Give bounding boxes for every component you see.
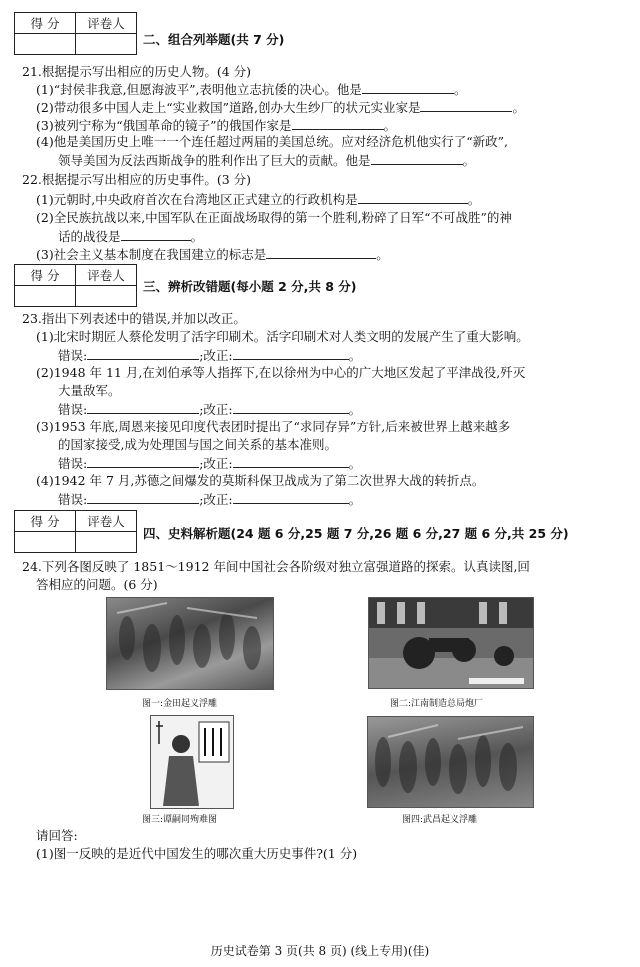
q21-item-1: (1)“封侯非我意,但愿海波平”,表明他立志抗倭的决心。他是 。	[36, 82, 467, 97]
q22-item-3: (3)社会主义基本制度在我国建立的标志是 。	[36, 247, 389, 262]
q21-item-4a: (4)他是美国历史上唯一一个连任超过两届的美国总统。应对经济危机他实行了“新政”,	[36, 134, 508, 149]
section4-title: 四、史料解析题(24 题 6 分,25 题 7 分,26 题 6 分,27 题 6 分,共 25 分)	[143, 526, 569, 541]
q23-item-4: (4)1942 年 7 月,苏德之间爆发的莫斯科保卫战成为了第二次世界大战的转折点。	[36, 473, 485, 488]
grader-label: 评卷人	[76, 511, 137, 532]
caption-1: 图一:金田起义浮雕	[142, 699, 218, 709]
tan-sitong-illustration	[151, 716, 233, 808]
q23-item-3b: 的国家接受,成为处理国与国之间关系的基本准则。	[58, 437, 337, 452]
q24-stem-1: 24.下列各图反映了 1851～1912 年间中国社会各阶级对独立富强道路的探索。认真读图,回	[22, 559, 530, 574]
score-cell[interactable]	[15, 532, 76, 553]
q24-ask: 请回答:	[36, 828, 78, 843]
q23-item-3a: (3)1953 年底,周恩来接见印度代表团时提出了“求同存异”方针,后来被世界上越来越多	[36, 419, 511, 434]
q24-stem-2: 答相应的问题。(6 分)	[36, 577, 158, 592]
factory-interior-image	[369, 598, 533, 688]
q23-item-2a: (2)1948 年 11 月,在刘伯承等人指挥下,在以徐州为中心的广大地区发起了平津战役,歼灭	[36, 365, 526, 380]
q23-stem: 23.指出下列表述中的错误,并加以改正。	[22, 311, 246, 326]
q24-sub1: (1)图一反映的是近代中国发生的哪次重大历史事件?(1 分)	[36, 846, 358, 861]
picture-jiangnan-factory	[368, 597, 534, 689]
picture-jintian-relief	[106, 597, 274, 690]
score-box-section3	[14, 264, 137, 307]
grader-cell[interactable]	[76, 532, 137, 553]
grader-label: 评卷人	[76, 13, 137, 34]
score-label: 得 分	[15, 511, 76, 532]
score-cell[interactable]	[15, 286, 76, 307]
score-cell[interactable]	[15, 34, 76, 55]
q22-item-2a: (2)全民族抗战以来,中国军队在正面战场取得的第一个胜利,粉碎了日军“不可战胜”的神	[36, 210, 512, 225]
q21-item-4b: 领导美国为反法西斯战争的胜利作出了巨大的贡献。他是 。	[58, 153, 476, 168]
q21-item-2: (2)带动很多中国人走上“实业救国”道路,创办大生纱厂的状元实业家是 。	[36, 100, 525, 115]
q21-item-3: (3)被列宁称为“俄国革命的镜子”的俄国作家是 。	[36, 118, 397, 133]
caption-2: 图二:江南制造总局炮厂	[390, 699, 484, 709]
score-label: 得 分	[15, 265, 76, 286]
grader-label: 评卷人	[76, 265, 137, 286]
wuchang-relief-image	[368, 717, 533, 807]
grader-cell[interactable]	[76, 34, 137, 55]
page-footer: 历史试卷第 3 页(共 8 页) (线上专用)(佳)	[210, 944, 430, 958]
q21-stem: 21.根据提示写出相应的历史人物。(4 分)	[22, 64, 252, 79]
q23-answer-3: 错误: ;改正: 。	[58, 456, 362, 471]
q23-answer-2: 错误: ;改正: 。	[58, 402, 362, 417]
relief-figures-image	[107, 598, 273, 689]
picture-tan-sitong	[150, 715, 234, 809]
q23-item-2b: 大量敌军。	[58, 383, 121, 398]
grader-cell[interactable]	[76, 286, 137, 307]
caption-4: 图四:武昌起义浮雕	[402, 815, 478, 825]
score-box-section4	[14, 510, 137, 553]
q23-answer-4: 错误: ;改正: 。	[58, 492, 362, 507]
score-box-section2	[14, 12, 137, 55]
q23-answer-1: 错误: ;改正: 。	[58, 348, 362, 363]
caption-3: 图三:谭嗣同殉难图	[142, 815, 218, 825]
section2-title: 二、组合列举题(共 7 分)	[143, 32, 285, 47]
picture-wuchang-relief	[367, 716, 534, 808]
q22-item-2b: 话的战役是 。	[58, 229, 204, 244]
score-label: 得 分	[15, 13, 76, 34]
q22-item-1: (1)元朝时,中央政府首次在台湾地区正式建立的行政机构是 。	[36, 192, 481, 207]
q22-stem: 22.根据提示写出相应的历史事件。(3 分)	[22, 172, 252, 187]
q23-item-1: (1)北宋时期匠人蔡伦发明了活字印刷术。活字印刷术对人类文明的发展产生了重大影响。	[36, 329, 529, 344]
section3-title: 三、辨析改错题(每小题 2 分,共 8 分)	[143, 279, 357, 294]
